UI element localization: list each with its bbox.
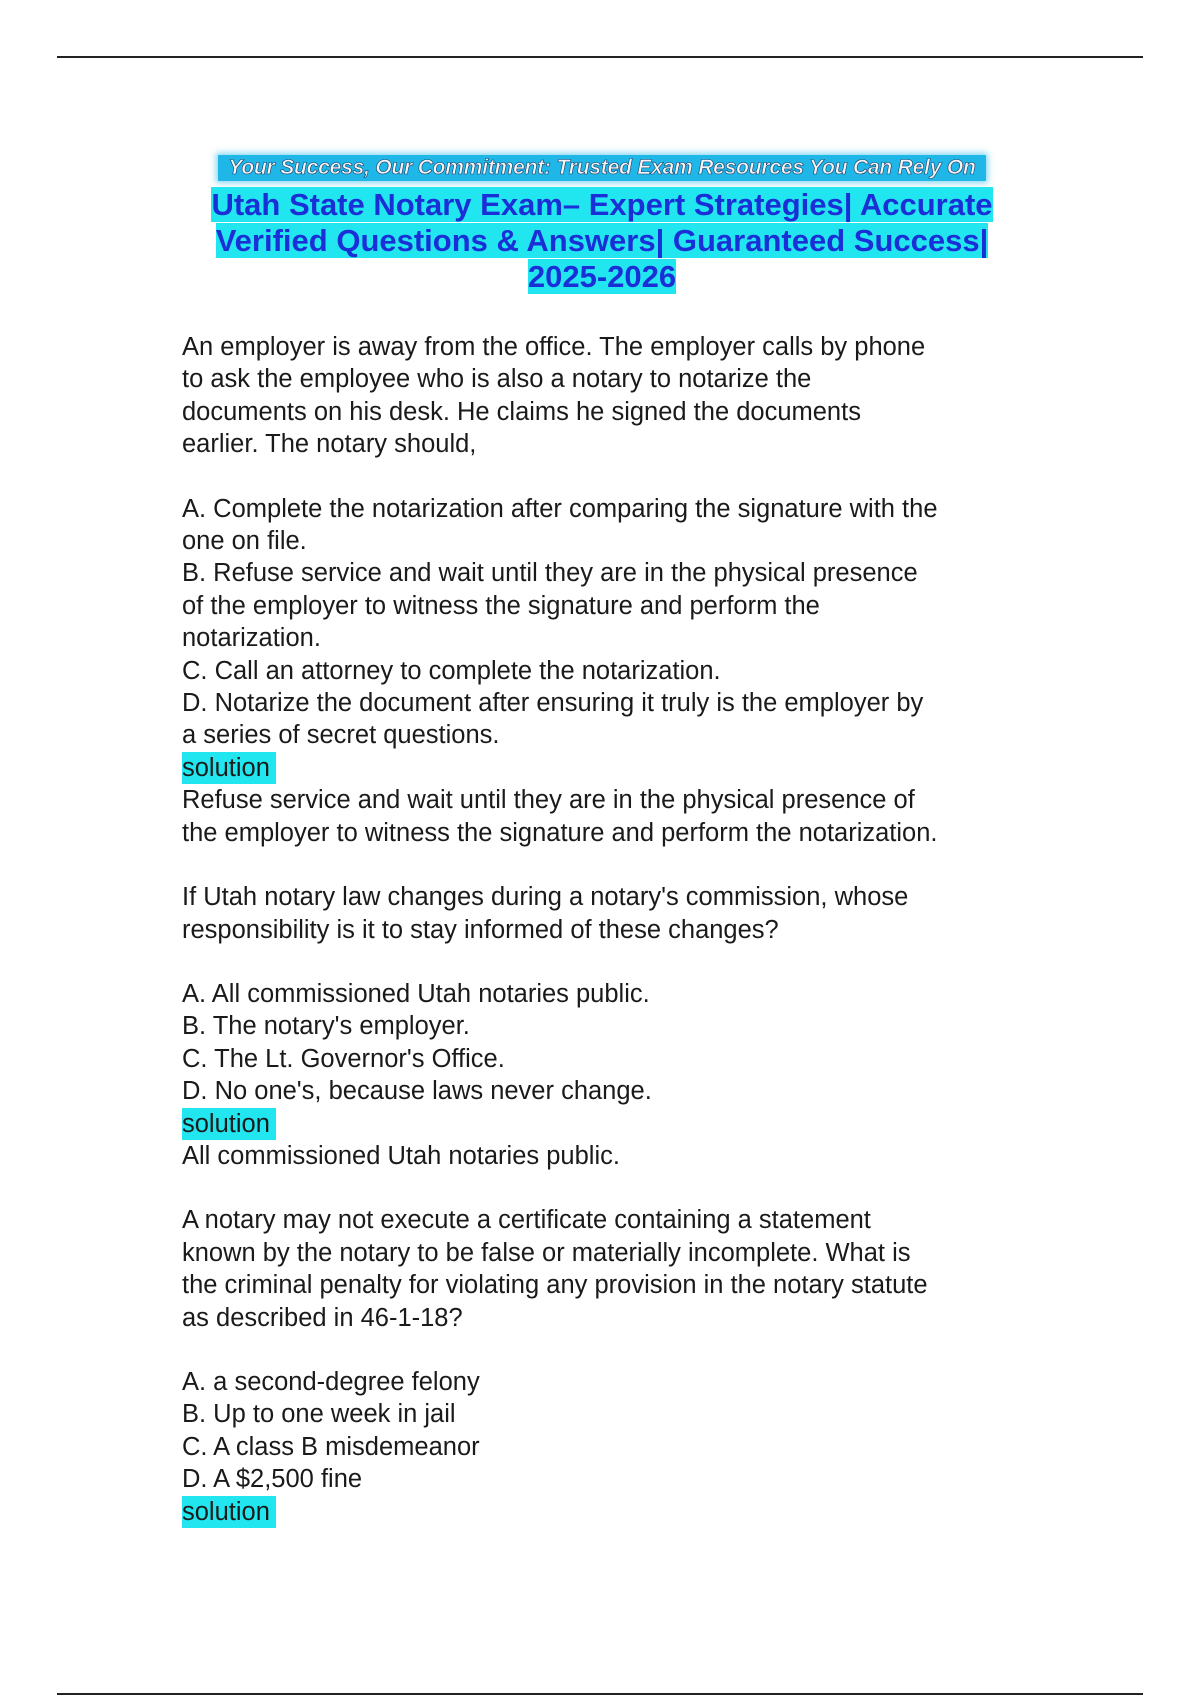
option-line: D. Notarize the document after ensuring it truly is the employer by bbox=[182, 689, 924, 718]
option-line: a series of secret questions. bbox=[182, 721, 500, 750]
answer-options bbox=[182, 978, 1022, 1172]
option-line: notarization. bbox=[182, 624, 321, 653]
option-line: B. Refuse service and wait until they are in the physical presence bbox=[182, 559, 918, 588]
title-line-3: 2025-2026 bbox=[527, 259, 677, 294]
option-line: of the employer to witness the signature and perform the bbox=[182, 591, 820, 620]
question-block bbox=[182, 881, 1022, 1172]
option-line: D. No one's, because laws never change. bbox=[182, 1077, 652, 1106]
tagline-container bbox=[182, 155, 1022, 181]
question-line: If Utah notary law changes during a notary's commission, whose bbox=[182, 883, 909, 912]
question-line: as described in 46-1-18? bbox=[182, 1303, 463, 1332]
solution-label: solution bbox=[182, 752, 276, 784]
answer-options bbox=[182, 1366, 1022, 1528]
question-block bbox=[182, 331, 1022, 849]
question-line: An employer is away from the office. The employer calls by phone bbox=[182, 333, 926, 361]
solution-answer-line: Refuse service and wait until they are in the physical presence of bbox=[182, 786, 915, 815]
option-line: C. A class B misdemeanor bbox=[182, 1432, 480, 1461]
question-line: responsibility is it to stay informed of these changes? bbox=[182, 915, 779, 944]
option-line: A. Complete the notarization after comparing the signature with the bbox=[182, 494, 938, 523]
option-line: B. The notary's employer. bbox=[182, 1012, 470, 1041]
question-line: documents on his desk. He claims he signed the documents bbox=[182, 397, 861, 426]
option-line: A. a second-degree felony bbox=[182, 1367, 480, 1396]
tagline-banner: Your Success, Our Commitment: Trusted Exam Resources You Can Rely On bbox=[218, 155, 985, 181]
option-line: B. Up to one week in jail bbox=[182, 1400, 456, 1429]
question-line: to ask the employee who is also a notary to notarize the bbox=[182, 365, 812, 394]
option-line: one on file. bbox=[182, 527, 307, 556]
question-text bbox=[182, 331, 1022, 461]
question-line: known by the notary to be false or materially incomplete. What is bbox=[182, 1238, 911, 1267]
question-text bbox=[182, 1204, 1022, 1334]
solution-label: solution bbox=[182, 1496, 276, 1528]
header-rule bbox=[57, 56, 1143, 58]
solution-label: solution bbox=[182, 1108, 276, 1140]
question-block bbox=[182, 1204, 1022, 1528]
solution-answer-line: the employer to witness the signature and perform the notarization. bbox=[182, 818, 938, 847]
question-line: earlier. The notary should, bbox=[182, 430, 477, 459]
option-line: C. The Lt. Governor's Office. bbox=[182, 1044, 505, 1073]
document-content bbox=[182, 155, 1022, 1560]
answer-options bbox=[182, 493, 1022, 849]
question-list bbox=[182, 331, 1022, 1528]
question-line: the criminal penalty for violating any provision in the notary statute bbox=[182, 1271, 928, 1300]
option-line: C. Call an attorney to complete the notarization. bbox=[182, 656, 721, 685]
question-text bbox=[182, 881, 1022, 946]
question-line: A notary may not execute a certificate containing a statement bbox=[182, 1206, 871, 1235]
option-line: D. A $2,500 fine bbox=[182, 1465, 363, 1494]
title-line-1: Utah State Notary Exam– Expert Strategies| Accurate bbox=[211, 187, 993, 222]
title-line-2: Verified Questions & Answers| Guaranteed Success| bbox=[215, 223, 989, 258]
option-line: A. All commissioned Utah notaries public. bbox=[182, 979, 650, 1008]
footer-rule bbox=[57, 1693, 1143, 1695]
solution-answer-line: All commissioned Utah notaries public. bbox=[182, 1141, 620, 1170]
document-title bbox=[182, 187, 1022, 295]
